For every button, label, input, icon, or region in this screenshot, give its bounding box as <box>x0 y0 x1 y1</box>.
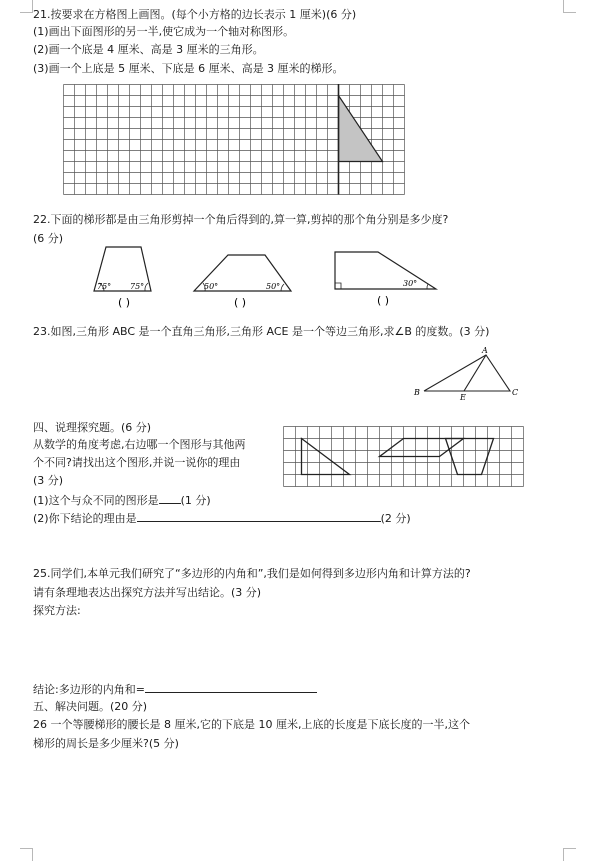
q24-line-1: 从数学的角度考虑,右边哪一个图形与其他两 <box>33 438 246 451</box>
angle-label-right: 30° <box>403 279 418 288</box>
angle-arc <box>427 284 428 289</box>
q21-square-grid <box>63 84 405 195</box>
angle-label-left: 75° <box>97 282 112 291</box>
answer-line[interactable] <box>137 511 381 522</box>
right-angle-mark <box>335 283 341 289</box>
section-5-title: 五、解决问题。(20 分) <box>33 700 148 713</box>
q24-line-3: (3 分) <box>33 474 64 487</box>
q24-sub-2 <box>33 511 411 525</box>
point-label-c: C <box>512 388 519 397</box>
q23-title: 23.如图,三角形 ABC 是一个直角三角形,三角形 ACE 是一个等边三角形,求∠B 的度数。(3 分) <box>33 325 490 338</box>
q26-line-2: 梯形的周长是多少厘米?(5 分) <box>33 737 179 750</box>
q24-shapes-grid <box>283 426 526 492</box>
point-label-a: A <box>482 346 488 355</box>
q24-sub-1-prefix: (1)这个与众不同的图形是 <box>33 494 159 507</box>
shape-trapezoid <box>446 439 494 475</box>
q22-figure-1 <box>84 243 164 313</box>
q21-item-1: (1)画出下面图形的另一半,使它成为一个轴对称图形。 <box>33 25 295 38</box>
q24-sub-1-suffix: (1 分) <box>180 494 211 507</box>
angle-label-right: 50° <box>266 282 281 291</box>
q21-item-3: (3)画一个上底是 5 厘米、下底是 6 厘米、高是 3 厘米的梯形。 <box>33 62 344 75</box>
section-4-title: 四、说理探究题。(6 分) <box>33 421 152 434</box>
point-label-b: B <box>414 388 420 397</box>
answer-blank: ( ) <box>117 296 131 309</box>
q22-title: 22.下面的梯形都是由三角形剪掉一个角后得到的,算一算,剪掉的那个角分别是多少度? <box>33 213 449 226</box>
q25-method-label: 探究方法: <box>33 604 81 617</box>
q24-sub-1 <box>33 493 211 507</box>
q24-sub-2-prefix: (2)你下结论的理由是 <box>33 512 137 525</box>
q25-title-2: 请有条理地表达出探究方法并写出结论。(3 分) <box>33 586 262 599</box>
corner-mark-bottom-right <box>563 848 576 861</box>
angle-label-right: 75° <box>130 282 145 291</box>
q25-title: 25.同学们,本单元我们研究了“多边形的内角和”,我们是如何得到多边形内角和计算方法的? <box>33 567 471 580</box>
q24-sub-2-suffix: (2 分) <box>380 512 411 525</box>
point-label-e: E <box>460 393 466 402</box>
q23-triangle-figure <box>410 342 525 402</box>
q26-line-1: 26 一个等腰梯形的腰长是 8 厘米,它的下底是 10 厘米,上底的长度是下底长度的一半,这个 <box>33 718 470 731</box>
q22-figure-3 <box>328 243 442 313</box>
right-trapezoid <box>335 252 436 289</box>
angle-arc <box>281 284 284 291</box>
answer-blank: ( ) <box>233 296 247 309</box>
angle-arc <box>145 283 148 291</box>
q22-points: (6 分) <box>33 232 64 245</box>
answer-line[interactable] <box>159 493 181 504</box>
q24-line-2: 个不同?请找出这个图形,并说一说你的理由 <box>33 456 241 469</box>
corner-mark-top-left <box>20 0 33 13</box>
q22-figure-2 <box>190 243 300 313</box>
q25-conclusion-prefix: 结论:多边形的内角和= <box>33 683 145 696</box>
angle-label-left: 50° <box>204 282 219 291</box>
shape-right-triangle <box>302 439 350 475</box>
q21-item-2: (2)画一个底是 4 厘米、高是 3 厘米的三角形。 <box>33 43 264 56</box>
q21-title: 21.按要求在方格图上画图。(每个小方格的边长表示 1 厘米)(6 分) <box>33 8 357 21</box>
answer-line[interactable] <box>145 682 317 693</box>
segment-ae <box>464 355 486 391</box>
corner-mark-bottom-left <box>20 848 33 861</box>
q25-conclusion <box>33 682 317 696</box>
corner-mark-top-right <box>563 0 576 13</box>
answer-blank: ( ) <box>376 294 390 307</box>
